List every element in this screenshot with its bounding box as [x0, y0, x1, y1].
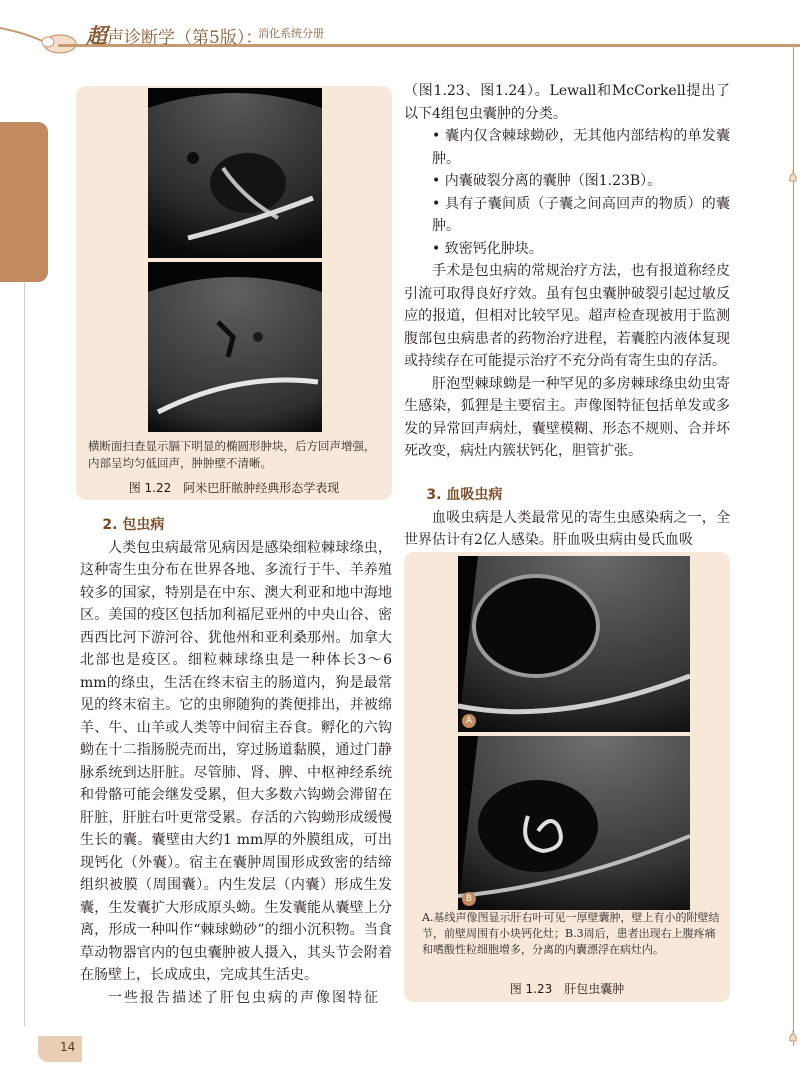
figure-caption: 横断面扫查显示膈下明显的椭圆形肿块，后方回声增强，内部呈均匀低回声，肿肿壁不清晰。: [88, 439, 376, 470]
ultrasound-image-b: [458, 736, 690, 910]
ultrasound-image-bottom: [148, 262, 322, 432]
left-column: [80, 514, 392, 1009]
panel-badge-a: A: [462, 714, 476, 728]
bell-ornament-icon: [788, 1030, 798, 1044]
bullet-item: • 内囊破裂分离的囊肿（图1.23B）。: [432, 173, 662, 189]
bullet-item: • 囊内仅含棘球蚴砂，无其他内部结构的单发囊肿。: [432, 128, 730, 167]
ultrasound-image-top: [148, 88, 322, 258]
running-subtitle: 消化系统分册: [258, 27, 324, 40]
bullet-item: • 具有子囊间质（子囊之间高回声的物质）的囊肿。: [432, 195, 730, 234]
bell-ornament-icon: [788, 170, 798, 184]
paragraph: 人类包虫病最常见病因是感染细粒棘球绦虫，这种寄生虫分布在世界各地、多流行于牛、羊养殖较多的国家，特别是在中东、澳大利亚和地中海地区。美国的疫区包括加利福尼亚州的中央山谷、密西西比河下游河谷、犹他州和亚利桑那州。加拿大北部也是疫区。细粒棘球绦虫是一种体长3～6 mm的绦虫，生活在终末宿主的肠道内，狗是最常见的终末宿主。它的虫卵随狗的粪便排出，并被绵羊、牛、山羊或人类等中间宿主吞食。孵化的六钩蚴在十二指肠脱壳而出，穿过肠道黏膜，通过门静脉系统到达肝脏。尽管肺、肾、脾、中枢神经系统和骨骼可能会继发受累，但大多数六钩蚴会滞留在肝脏，肝脏右叶更常受累。存活的六钩蚴形成缓慢生长的囊。囊壁由大约1 mm厚的外膜组成，可出现钙化（外囊）。宿主在囊肿周围形成致密的结缔组织被膜（周围囊）。内生发层（内囊）形成生发囊，生发囊扩大形成原头蚴。生发囊能从囊壁上分离，形成一种叫作“棘球蚴砂”的细小沉积物。当食草动物器官内的包虫囊肿被人摄入，其头节会附着在肠壁上，长成成虫，完成其生活史。: [80, 539, 392, 983]
ultrasound-image-a: [458, 556, 690, 732]
panel-badge-b: B: [462, 892, 476, 906]
right-margin-rule: [793, 46, 794, 1046]
section-heading-schistosomiasis: 3. 血吸虫病: [426, 487, 503, 503]
paragraph: 一些报告描述了肝包虫病的声像图特征: [108, 989, 380, 1006]
chapter-side-tab: [0, 122, 48, 282]
title-colon: ：: [245, 28, 263, 48]
paragraph: 手术是包虫病的常规治疗方法，也有报道称经皮引流可取得良好疗效。虽有包虫囊肿破裂引起过敏反应的报道，但相对比较罕见。超声检查现被用于监测腹部包虫病患者的药物治疗进程，若囊腔内液体复现或持续存在可能提示治疗不充分尚有寄生虫的存活。: [404, 263, 730, 369]
section-heading-echinococcosis: 2. 包虫病: [102, 517, 165, 533]
figure-caption: A.基线声像图显示肝右叶可见一厚壁囊肿，壁上有小的附壁结节，前壁周围有小块钙化灶；B.3周后，患者出现右上腹疼痛和嗜酸性粒细胞增多，分离的内囊漂浮在病灶内。: [422, 911, 720, 956]
bullet-item: • 致密钙化肿块。: [432, 240, 543, 257]
figure-label: 图 1.22 阿米巴肝脓肿经典形态学表现: [128, 481, 340, 495]
right-column-top: [404, 80, 730, 463]
figure-1-23: [404, 552, 730, 1002]
page-number: 14: [38, 1036, 82, 1062]
paragraph: （图1.23、图1.24）。Lewall和McCorkell提出了以下4组包虫囊肿的分类。: [404, 83, 730, 122]
title-main: 声诊断学（第5版）: [107, 28, 246, 48]
paragraph: 肝泡型棘球蚴是一种罕见的多房棘球绦虫幼虫寄生感染，狐狸是主要宿主。声像图特征包括单发或多发的异常回声病灶，囊壁模糊、形态不规则、合并坏死改变，病灶内簇状钙化，胆管扩张。: [404, 375, 730, 459]
right-column-mid: [404, 484, 730, 552]
title-prefix: 超: [86, 23, 107, 48]
running-title: [86, 20, 262, 50]
figure-label: 图 1.23 肝包虫囊肿: [509, 982, 625, 996]
paragraph: 血吸虫病是人类最常见的寄生虫感染病之一，全世界估计有2亿人感染。肝血吸虫病由曼氏血吸: [404, 509, 730, 548]
figure-1-22: [76, 86, 392, 500]
left-margin-rule: [24, 282, 25, 1026]
